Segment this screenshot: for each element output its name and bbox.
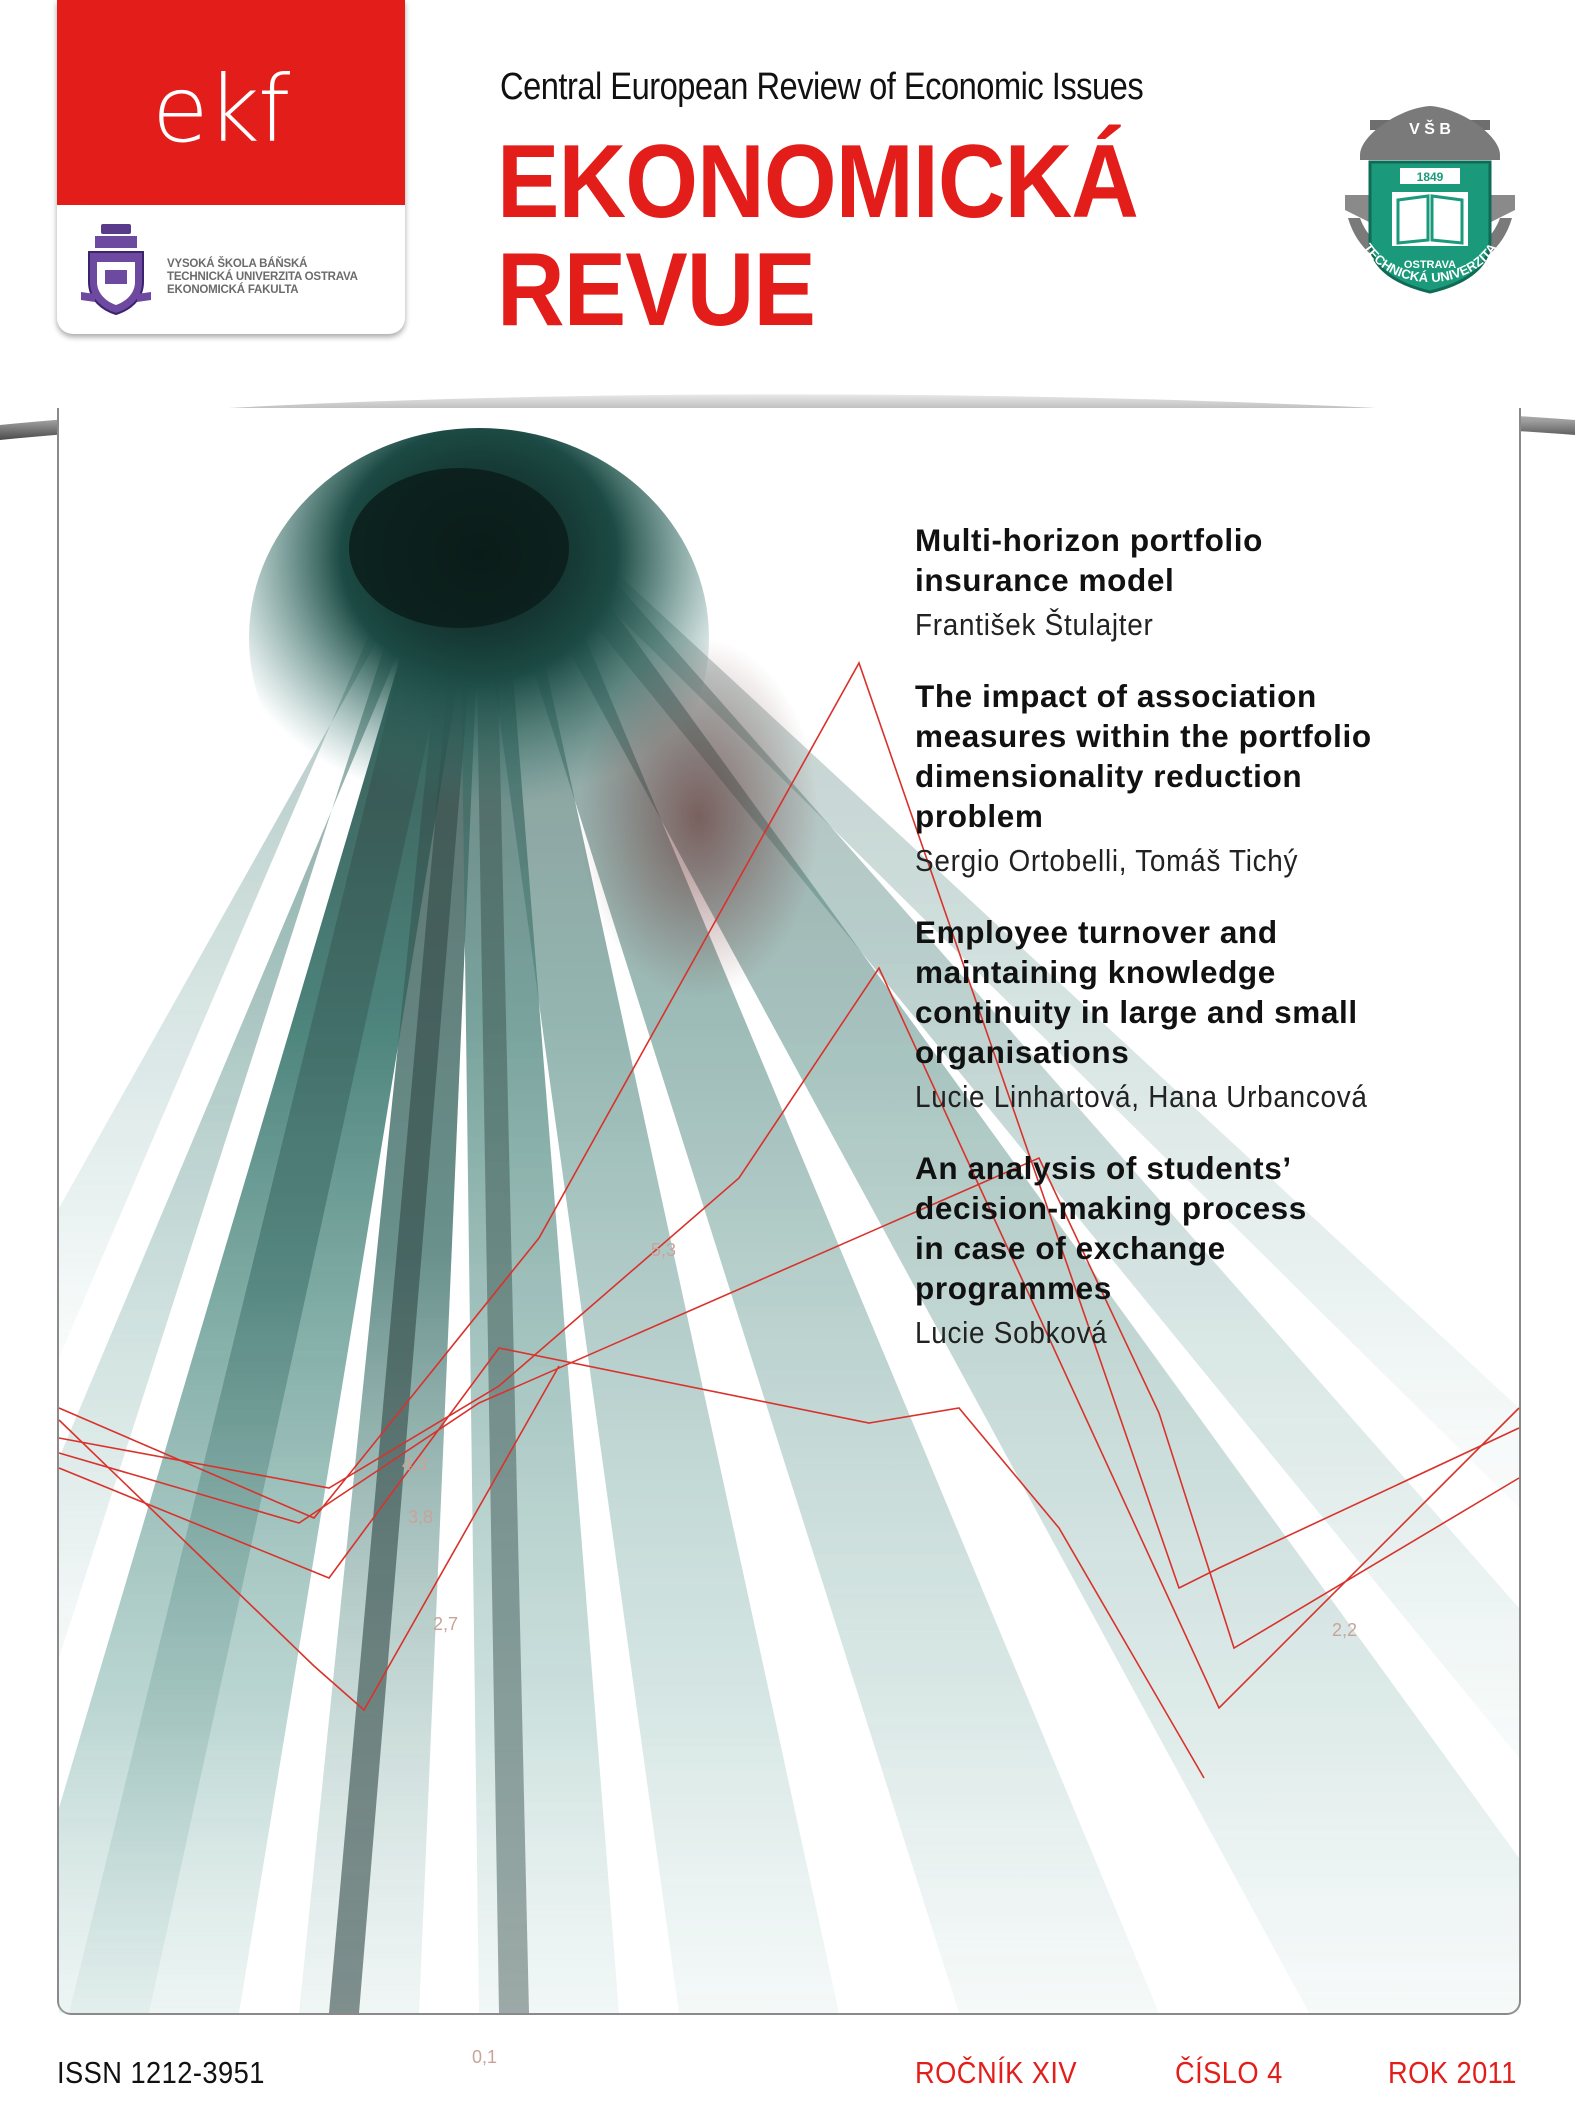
journal-title bbox=[497, 124, 1138, 348]
article-item bbox=[915, 1148, 1515, 1354]
issue-number: ČÍSLO 4 bbox=[1175, 2055, 1283, 2090]
seal-ring-text: TECHNICKÁ UNIVERZITA bbox=[1360, 240, 1500, 286]
article-title-line: insurance model bbox=[915, 562, 1175, 598]
seal-top-letters: V Š B bbox=[1409, 121, 1451, 138]
school-line-1: VYSOKÁ ŠKOLA BÁŇSKÁ bbox=[167, 258, 308, 270]
article-title bbox=[915, 676, 1515, 836]
article-title bbox=[915, 912, 1515, 1072]
ekf-logo-text: ekf bbox=[152, 56, 289, 163]
article-authors: Lucie Linhartová, Hana Urbancová bbox=[915, 1079, 1368, 1114]
seal-city: OSTRAVA bbox=[1403, 259, 1457, 271]
university-seal-icon bbox=[1340, 100, 1520, 310]
article-title-line: in case of exchange bbox=[915, 1230, 1226, 1266]
graph-label: 2,7 bbox=[433, 1614, 459, 1634]
volume-label: ROČNÍK XIV bbox=[915, 2055, 1078, 2090]
article-title-line: measures within the portfolio bbox=[915, 718, 1372, 754]
school-name-block bbox=[167, 258, 392, 297]
school-line-2: TECHNICKÁ UNIVERZITA OSTRAVA bbox=[167, 271, 358, 283]
graph-label: 3,8 bbox=[408, 1507, 434, 1527]
article-title-line: dimensionality reduction bbox=[915, 758, 1303, 794]
vsb-crest-icon bbox=[79, 222, 153, 317]
publication-year: ROK 2011 bbox=[1388, 2055, 1517, 2090]
article-title-line: Multi-horizon portfolio bbox=[915, 522, 1263, 558]
graph-label: 4,3 bbox=[402, 1454, 428, 1474]
article-item bbox=[915, 912, 1515, 1118]
graph-label: 5,3 bbox=[651, 1240, 677, 1260]
article-title-line: continuity in large and small bbox=[915, 994, 1358, 1030]
article-list bbox=[915, 520, 1515, 1384]
article-title-line: The impact of association bbox=[915, 678, 1317, 714]
journal-subtitle: Central European Review of Economic Issues bbox=[500, 66, 1144, 108]
article-authors: Sergio Ortobelli, Tomáš Tichý bbox=[915, 843, 1299, 878]
journal-title-line-2: REVUE bbox=[497, 232, 815, 348]
seal-year: 1849 bbox=[1416, 170, 1444, 184]
faculty-logo-box bbox=[57, 0, 405, 334]
article-title-line: problem bbox=[915, 798, 1044, 834]
article-title-line: Employee turnover and bbox=[915, 914, 1278, 950]
graph-label: 0,1 bbox=[472, 2047, 498, 2067]
article-title bbox=[915, 520, 1515, 600]
issn-number: ISSN 1212-3951 bbox=[57, 2055, 265, 2090]
article-title-line: An analysis of students’ bbox=[915, 1150, 1292, 1186]
article-title-line: decision-making process bbox=[915, 1190, 1307, 1226]
school-line-3: EKONOMICKÁ FAKULTA bbox=[167, 284, 299, 296]
journal-title-line-1: EKONOMICKÁ bbox=[497, 124, 1138, 240]
article-item bbox=[915, 520, 1515, 646]
article-title-line: organisations bbox=[915, 1034, 1130, 1070]
graph-label: 2,2 bbox=[1332, 1620, 1358, 1640]
article-authors: František Štulajter bbox=[915, 607, 1154, 642]
article-authors: Lucie Sobková bbox=[915, 1315, 1108, 1350]
article-title-line: maintaining knowledge bbox=[915, 954, 1276, 990]
article-title bbox=[915, 1148, 1515, 1308]
article-item bbox=[915, 676, 1515, 882]
article-title-line: programmes bbox=[915, 1270, 1112, 1306]
